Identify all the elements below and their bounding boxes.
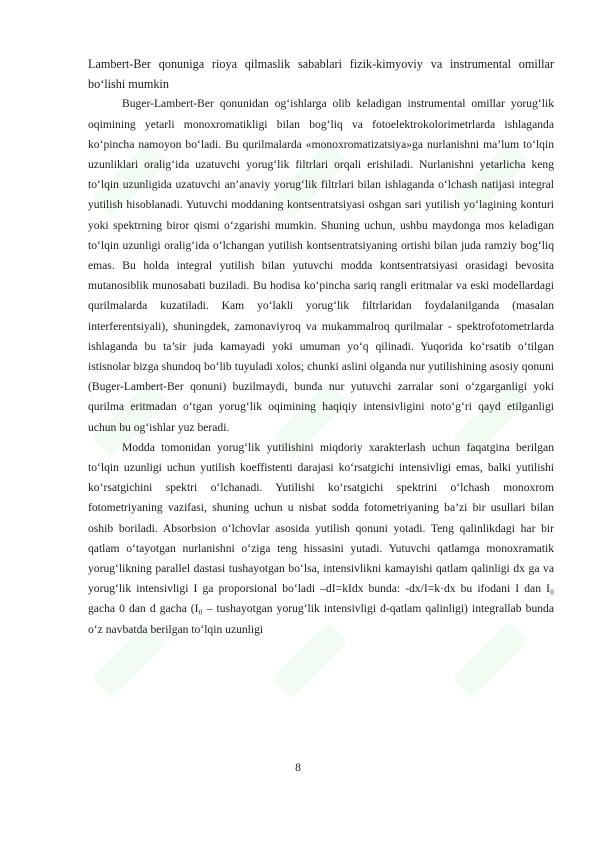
paragraph-absorption-law: Modda tomonidan yorug‘lik yutilishini miqdoriy xarakterlash uchun faqatgina berilgan to‘lqin uzunligi uchun yutilish koeffistenti darajasi ko‘rsatgichi intensivligi emas, balki yutilishi ko‘rsatgichini spektri o‘lchanadi. Yutilishi ko‘rsatgichi spektrini o‘lchash monoxrom fotometriyaning vazifasi, shuning uchun u nisbat sodda fotometriyaning ba’zi bir usullari bilan oshib boriladi. Absorbsion o‘lchovlar asosida yutilish qonuni yotadi. Teng qalinlikdagi har bir qatlam o‘tayotgan nurlanishni o‘ziga teng hissasini yutadi. Yutuvchi qatlamga monoxramatik yorug‘likning parallel dastasi tushayotgan bo‘lsa, intensivlikni kamayishi qatlam qalinligi dx ga va yorug‘lik intensivligi I ga proporsional bo‘ladi –dI=kIdx bunda: -dx/I=k·dx bu ifodani I dan I₀ gacha 0 dan d gacha (I₀ – tushayotgan yorug‘lik intensivligi d-qatlam qalinligi) integrallab bunda o‘z navbatda berilgan to‘lqin uzunligi	[88, 440, 554, 636]
section-heading: Lambert-Ber qonuniga rioya qilmaslik sabablari fizik-kimyoviy va instrumental omillar bo‘lishi mumkin	[88, 57, 554, 92]
paragraph-instrumental-factors: Buger-Lambert-Ber qonunidan og‘ishlarga olib keladigan instrumental omillar yorug‘lik oqimining yetarli monoxromatikligi bilan bog‘liq va fotoelektrokolorimetrlarda ishlaganda ko‘pincha namoyon bo‘ladi. Bu qurilmalarda «monoxromatizatsiya»ga nurlanishni ma’lum to‘lqin uzunliklari oralig‘ida uzatuvchi yorug‘lik filtrlari orqali erishiladi. Nurlanishni yetarlicha keng to‘lqin uzunligida uzatuvchi an’anaviy yorug‘lik filtrlari bilan ishlaganda o‘lchash natijasi integral yutilish hisoblanadi. Yutuvchi moddaning kontsentratsiyasi oshgan sari yutilish yo‘lagining konturi yoki spektrning biror qismi o‘zgarishi mumkin. Shuning uchun, ushbu maydonga mos keladigan to‘lqin uzunligi oralig‘ida o‘lchangan yutilish kontsentratsiyaning ortishi bilan juda ramziy bog‘liq emas. Bu holda integral yutilish bilan yutuvchi modda kontsentratsiyasi orasidagi bevosita mutanosiblik munosabati buziladi. Bu hodisa ko‘pincha sariq rangli eritmalar va eski modellardagi qurilmalarda kuzatiladi. Kam yo‘lakli yorug‘lik filtrlaridan foydalanilganda (masalan interferentsiyali), shuningdek, zamonaviyroq va mukammalroq qurilmalar - spektrofotometrlarda ishlaganda bu ta’sir juda kamayadi yoki umuman yo‘q qilinadi. Yuqorida ko‘rsatib o‘tilgan istisnolar bizga shundoq bo‘lib tuyuladi xolos; chunki aslini olganda nur yutilishining asosiy qonuni (Buger-Lambert-Ber qonuni) buzilmaydi, bunda nur yutuvchi zarralar soni o‘zgarganligi yoki qurilma eritmadan o‘tgan yorug‘lik oqimining haqiqiy intensivligini noto‘g‘ri qayd etilganligi uchun bu og‘ishlar yuz beradi.	[88, 97, 554, 434]
page-number: 8	[295, 762, 301, 774]
page-body	[88, 54, 554, 640]
